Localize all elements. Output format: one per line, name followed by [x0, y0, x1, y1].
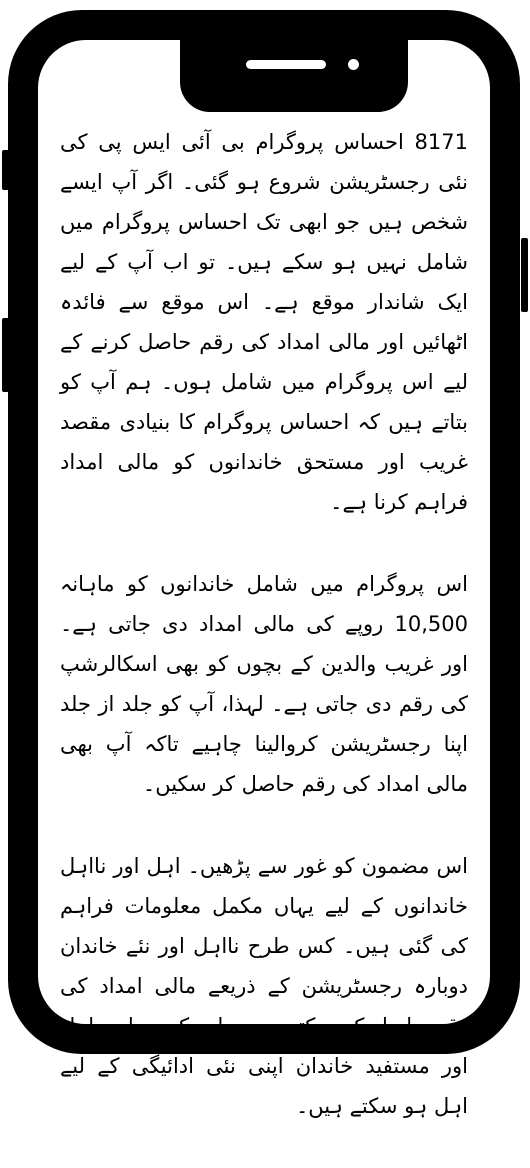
phone-screen [38, 40, 490, 1118]
paragraph-intro: 8171 احساس پروگرام بی آئی ایس پی کی نئی رجسٹریشن شروع ہو گئی۔ اگر آپ ایسے شخص ہیں جو ابھی تک احساس پروگرام میں شامل نہیں ہو سکے ہیں۔ تو اب آپ کے لیے ایک شاندار موقع ہے۔ اس موقع سے فائدہ اٹھائیں اور مالی امداد کی رقم حاصل کرنے کے لیے اس پروگرام میں شامل ہوں۔ ہم آپ کو بتاتے ہیں کہ احساس پروگرام کا بنیادی مقصد غریب اور مستحق خاندانوں کو مالی امداد فراہم کرنا ہے۔ [60, 130, 468, 514]
article-body [60, 122, 468, 1168]
paragraph-payment: اس پروگرام میں شامل خاندانوں کو ماہانہ 10,500 روپے کی مالی امداد دی جاتی ہے۔ اور غریب والدین کے بچوں کو بھی اسکالرشپ کی رقم دی جاتی ہے۔ لہذا، آپ کو جلد از جلد اپنا رجسٹریشن کروالینا چاہیے تاکہ آپ بھی مالی امداد کی رقم حاصل کر سکیں۔ [60, 572, 468, 796]
phone-frame [8, 10, 520, 1118]
camera-icon [348, 59, 359, 70]
power-button [521, 238, 528, 312]
paragraph-eligibility: اس مضمون کو غور سے پڑھیں۔ اہل اور نااہل خاندانوں کے لیے یہاں مکمل معلومات فراہم کی گئی ہیں۔ کس طرح نااہل اور نئے خاندان دوبارہ رجسٹریشن کے ذریعے مالی امداد کی رقم حاصل کر سکتے ہیں۔ اور کس طرح اہل اور مستفید خاندان اپنی نئی ادائیگی کے لیے اہل ہو سکتے ہیں۔ [60, 854, 468, 1118]
notch [180, 40, 408, 112]
speaker-icon [246, 60, 326, 69]
